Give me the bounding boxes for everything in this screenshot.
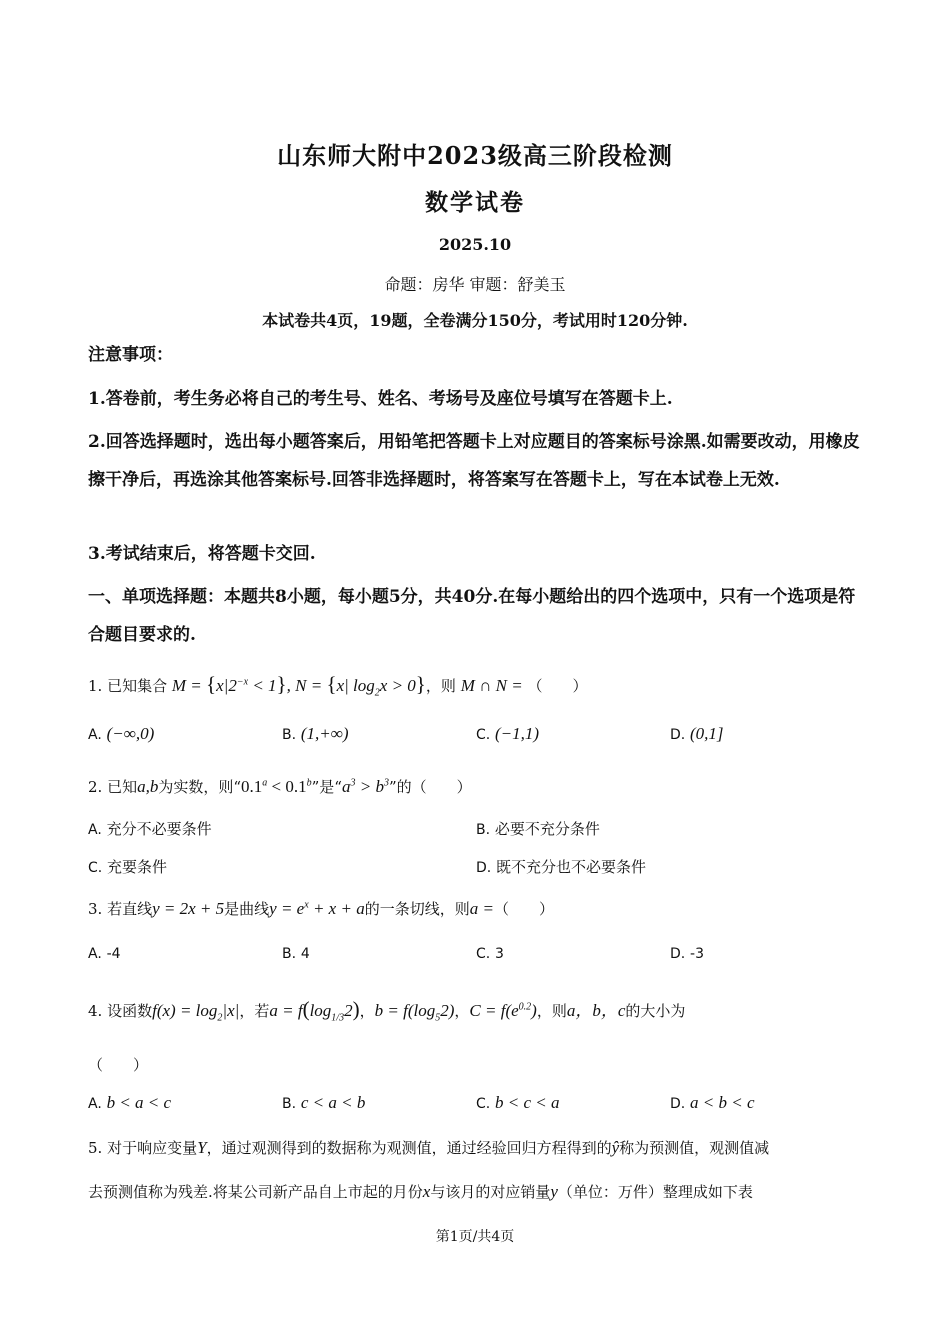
q3-option-d[interactable]: D. -3 xyxy=(670,946,704,962)
question-4-paren: （ ） xyxy=(88,1056,149,1074)
q1-option-a[interactable]: A. (−∞,0) xyxy=(88,724,155,743)
question-3: 3. 若直线y = 2x + 5是曲线$y = e^x + x + a$的一条切线，则a =（ ） xyxy=(88,899,554,918)
q2-option-a[interactable]: A. 充分不必要条件 xyxy=(88,820,212,838)
q3-curve: $y = e^x + x + a$ xyxy=(269,899,365,918)
note-item-1: 1.答卷前，考生务必将自己的考生号、姓名、考场号及座位号填写在答题卡上. xyxy=(88,389,673,409)
q2-condition-2: $a^3 > b^3$ xyxy=(341,777,389,796)
exam-title: 山东师大附中2023级高三阶段检测 xyxy=(277,141,673,170)
notes-heading: 注意事项： xyxy=(88,345,173,365)
question-5-line-2: 去预测值称为残差.将某公司新产品自上市起的月份x与该月的对应销量y（单位：万件）整理成如下表 xyxy=(88,1182,753,1201)
question-2: 2. 已知a,b为实数，则“0.1$^a$ < 0.1$^b$”是“$a^3 > b^3$”的（ ） xyxy=(88,777,472,796)
q4-c-def: $C = f(e^{0.2})$ xyxy=(469,1001,537,1020)
q4-a-def: $a = f(\log_{1/3}2)$ xyxy=(269,997,360,1024)
q4-option-c[interactable]: C. b < c < a xyxy=(476,1093,560,1112)
q2-option-b[interactable]: B. 必要不充分条件 xyxy=(476,820,600,838)
question-5-line-1: 5. 对于响应变量Y，通过观测得到的数据称为观测值，通过经验回归方程得到的ŷ称为预测值，观测值减 xyxy=(88,1138,770,1157)
q2-condition-1: 0.1$^a$ < 0.1$^b$ xyxy=(241,777,312,796)
note-item-3: 3.考试结束后，将答题卡交回. xyxy=(88,544,316,564)
q1-option-b[interactable]: B. (1,+∞) xyxy=(282,724,349,743)
q3-option-b[interactable]: B. 4 xyxy=(282,946,310,962)
q1-sets-expression: $M = \{x|2^{-x} < 1\}$, N = {x| $\log_2x > 0$} xyxy=(171,672,426,699)
note-item-2: 2.回答选择题时，选出每小题答案后，用铅笔把答题卡上对应题目的答案标号涂黑.如需要改动，用橡皮擦干净后，再选涂其他答案标号.回答非选择题时，将答案写在答题卡上，写在本试卷上无效. xyxy=(88,432,860,490)
q4-option-a[interactable]: A. b < a < c xyxy=(88,1093,172,1112)
exam-subtitle: 数学试卷 xyxy=(425,189,525,216)
question-4: 4. 设函数$f(x) = \log_2|x|$，若$a = f(\log_{1/3}2)$，$b = f(\log_52)$，$C = f(e^{0.2})$，则a，b，c的大小为 xyxy=(88,997,686,1024)
question-1: 1. 已知集合 $M = \{x|2^{-x} < 1\}$, N = {x| $\log_2x > 0$}，则 M ∩ N = （ ） xyxy=(88,672,588,699)
section-1-heading: 一、单项选择题：本题共8小题，每小题5分，共40分.在每小题给出的四个选项中，只有一个选项是符合题目要求的. xyxy=(88,587,856,645)
q4-function: $f(x) = \log_2|x|$ xyxy=(152,1001,240,1024)
q2-option-d[interactable]: D. 既不充分也不必要条件 xyxy=(476,858,647,876)
q1-option-c[interactable]: C. (−1,1) xyxy=(476,724,540,743)
page-footer: 第1页/共4页 xyxy=(435,1229,515,1245)
q4-abc: a，b，c xyxy=(566,1001,626,1020)
y-hat-symbol: ŷ xyxy=(611,1138,620,1157)
q3-option-c[interactable]: C. 3 xyxy=(476,946,504,962)
exam-authors: 命题：房华 审题：舒美玉 xyxy=(384,275,566,294)
exam-date: 2025.10 xyxy=(438,235,512,254)
q2-option-c[interactable]: C. 充要条件 xyxy=(88,858,168,876)
exam-intro: 本试卷共4页，19题，全卷满分150分，考试用时120分钟. xyxy=(262,311,688,330)
q4-option-d[interactable]: D. a < b < c xyxy=(670,1093,755,1112)
q3-option-a[interactable]: A. -4 xyxy=(88,946,121,962)
q4-option-b[interactable]: B. c < a < b xyxy=(282,1093,366,1112)
q1-option-d[interactable]: D. (0,1] xyxy=(670,724,724,743)
q4-b-def: $b = f(\log_52)$ xyxy=(374,1001,455,1024)
q1-intersection: M ∩ N = xyxy=(460,676,523,695)
